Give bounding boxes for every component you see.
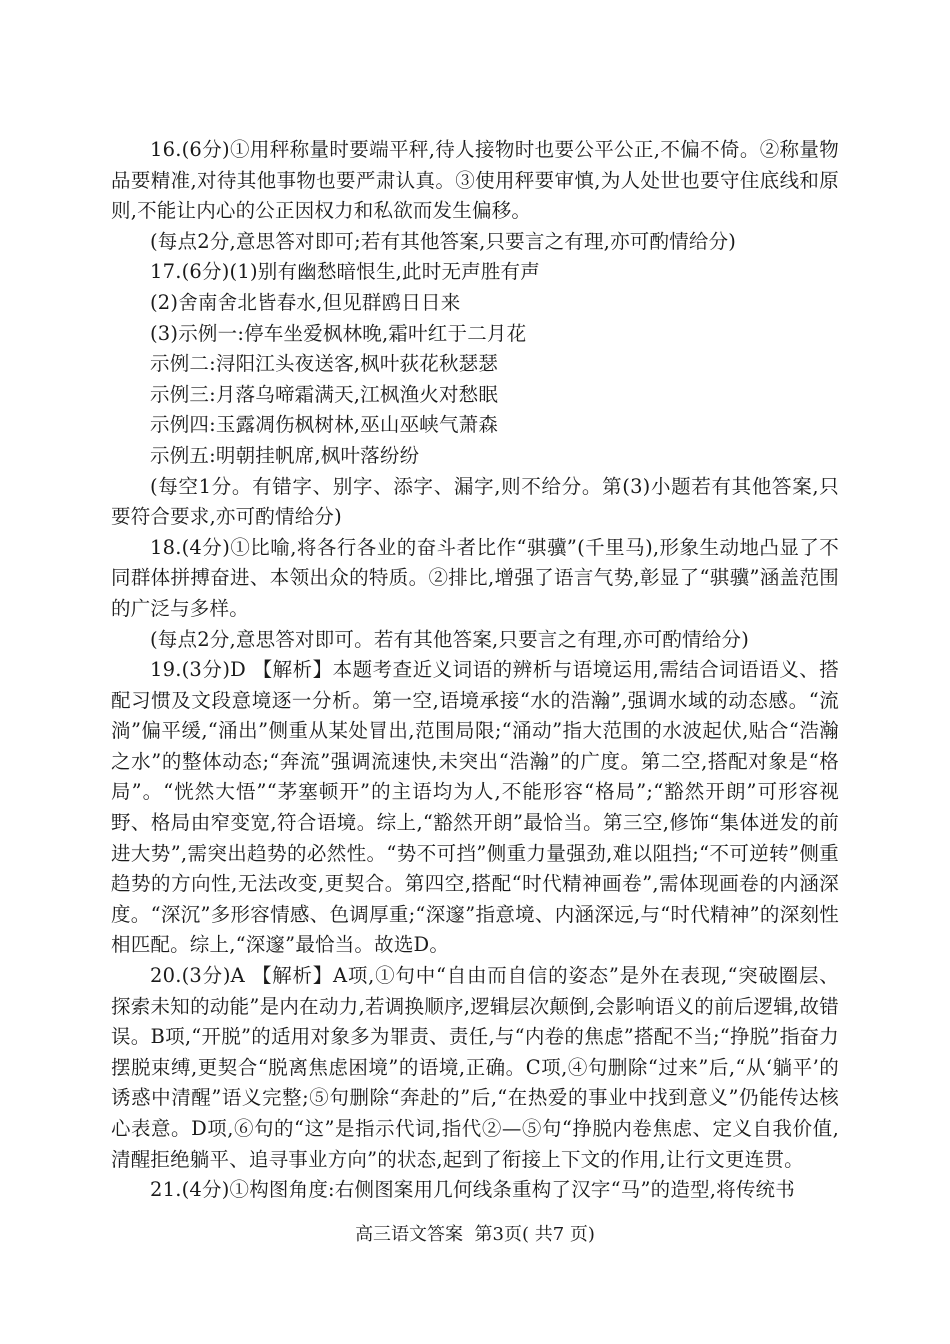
scoring-note-16: (每点2分,意思答对即可;若有其他答案,只要言之有理,亦可酌情给分) [150,229,737,253]
answer-17-3-example-5: 示例五:明朝挂帆席,枫叶落纷纷 [150,443,420,467]
scoring-note-18: (每点2分,意思答对即可。若有其他答案,只要言之有理,亦可酌情给分) [150,627,750,651]
footer-page-info: 第3页( 共7 页) [474,1224,595,1245]
answer-16: 16.(6分)①用秤称量时要端平秤,待人接物时也要公平公正,不偏不倚。②称量物品要精准,对待其他事物也要严肃认真。③使用秤要审慎,为人处世也要守住底线和原则,不能让内心的公正因权力和私欲而发生偏移。 [111,138,839,223]
answer-17-1: 17.(6分)(1)别有幽愁暗恨生,此时无声胜有声 [150,260,540,284]
footer-title: 高三语文答案 [355,1224,464,1245]
answer-18: 18.(4分)①比喻,将各行各业的奋斗者比作“骐骥”(千里马),形象生动地凸显了不同群体拼搏奋进、本领出众的特质。②排比,增强了语言气势,彰显了“骐骥”涵盖范围的广泛与多样。 [111,535,839,620]
answer-17-3-example-4: 示例四:玉露凋伤枫树林,巫山巫峡气萧森 [150,413,499,437]
answer-21: 21.(4分)①构图角度:右侧图案用几何线条重构了汉字“马”的造型,将传统书 [150,1178,795,1202]
scoring-note-17: (每空1分。有错字、别字、添字、漏字,则不给分。第(3)小题若有其他答案,只要符合要求,亦可酌情给分) [111,474,839,529]
page-footer [0,1222,950,1248]
answer-19: 19.(3分)D 【解析】本题考查近义词语的辨析与语境运用,需结合词语语义、搭配习惯及文段意境逐一分析。第一空,语境承接“水的浩瀚”,强调水域的动态感。“流淌”偏平缓,“涌出”侧重从某处冒出,范围局限;“涌动”指大范围的水波起伏,贴合“浩瀚之水”的整体动态;“奔流”强调流速快,未突出“浩瀚”的广度。第二空,搭配对象是“格局”。“恍然大悟”“茅塞顿开”的主语均为人,不能形容“格局”;“豁然开朗”可形容视野、格局由窄变宽,符合语境。综上,“豁然开朗”最恰当。第三空,修饰“集体迸发的前进大势”,需突出趋势的必然性。“势不可挡”侧重力量强劲,难以阻挡;“不可逆转”侧重趋势的方向性,无法改变,更契合。第四空,搭配“时代精神画卷”,需体现画卷的内涵深度。“深沉”多形容情感、色调厚重;“深邃”指意境、内涵深远,与“时代精神”的深刻性相匹配。综上,“深邃”最恰当。故选D。 [111,658,839,957]
answer-content [111,135,839,1206]
answer-17-2: (2)舍南舍北皆春水,但见群鸥日日来 [150,290,461,314]
answer-20: 20.(3分)A 【解析】A项,①句中“自由而自信的姿态”是外在表现,“突破圈层、探索未知的动能”是内在动力,若调换顺序,逻辑层次颠倒,会影响语义的前后逻辑,故错误。B项,“开脱”的适用对象多为罪责、责任,与“内卷的焦虑”搭配不当;“挣脱”指奋力摆脱束缚,更契合“脱离焦虑困境”的语境,正确。C项,④句删除“过来”后,“从‘躺平’的诱惑中清醒”语义完整;⑤句删除“奔赴的”后,“在热爱的事业中找到意义”仍能传达核心表意。D项,⑥句的“这”是指示代词,指代②—⑤句“挣脱内卷焦虑、定义自我价值,清醒拒绝躺平、追寻事业方向”的状态,起到了衔接上下文的作用,让行文更连贯。 [111,964,839,1171]
answer-17-3-example-2: 示例二:浔阳江头夜送客,枫叶荻花秋瑟瑟 [150,352,499,376]
answer-17-3-example-1: (3)示例一:停车坐爱枫林晚,霜叶红于二月花 [150,321,527,345]
answer-17-3-example-3: 示例三:月落乌啼霜满天,江枫渔火对愁眠 [150,382,499,406]
